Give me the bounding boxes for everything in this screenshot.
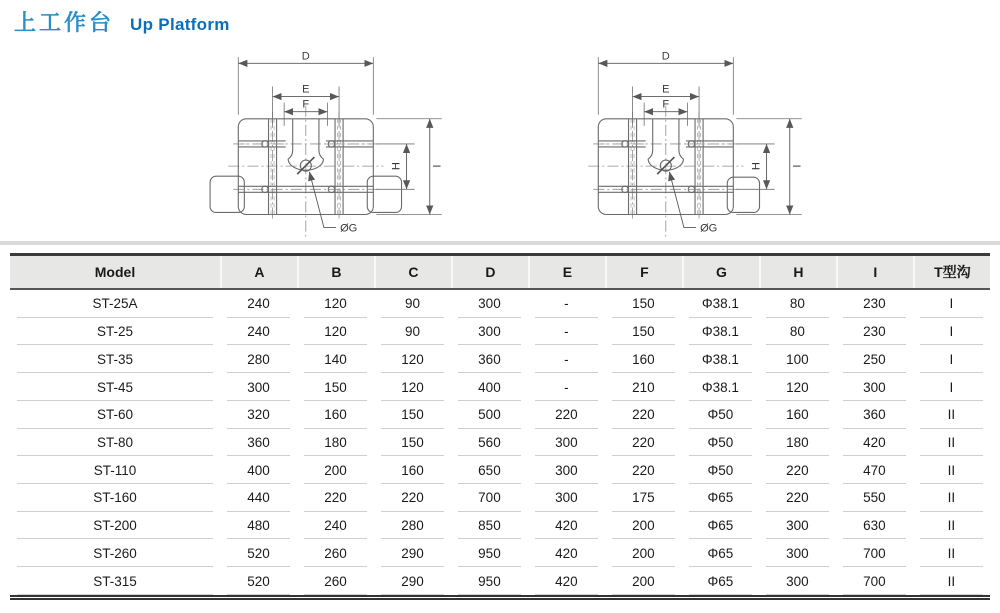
value-cell: I [913,318,990,346]
platform-diagram-left [200,48,462,250]
value-cell: 150 [605,290,682,318]
value-cell: 520 [220,539,297,567]
value-cell: 180 [297,429,374,457]
model-cell: ST-110 [10,456,220,484]
value-cell: II [913,567,990,595]
value-cell: 400 [451,373,528,401]
value-cell: 360 [220,429,297,457]
table-row [10,512,990,540]
value-cell: 240 [297,512,374,540]
value-cell: 80 [759,290,836,318]
column-header-2: B [297,256,374,288]
model-cell: ST-260 [10,539,220,567]
value-cell: 850 [451,512,528,540]
page-title [14,6,230,37]
value-cell: 220 [374,484,451,512]
value-cell: 120 [297,318,374,346]
column-header-5: E [528,256,605,288]
page-title-zh: 上工作台 [14,10,115,35]
value-cell: Φ38.1 [682,345,759,373]
value-cell: I [913,373,990,401]
value-cell: 320 [220,401,297,429]
value-cell: - [528,318,605,346]
column-header-8: H [759,256,836,288]
platform-diagram-right [560,48,822,250]
value-cell: 210 [605,373,682,401]
value-cell: 300 [759,512,836,540]
value-cell: 700 [451,484,528,512]
model-cell: ST-60 [10,401,220,429]
value-cell: 280 [374,512,451,540]
value-cell: 160 [759,401,836,429]
value-cell: - [528,373,605,401]
value-cell: 550 [836,484,913,512]
value-cell: Φ65 [682,567,759,595]
value-cell: 200 [605,512,682,540]
value-cell: 420 [528,567,605,595]
value-cell: 950 [451,567,528,595]
right-side-tab [727,177,759,212]
table-row [10,484,990,512]
value-cell: - [528,290,605,318]
value-cell: 90 [374,290,451,318]
value-cell: 300 [528,484,605,512]
value-cell: 220 [605,401,682,429]
value-cell: 150 [605,318,682,346]
value-cell: II [913,512,990,540]
table-row [10,290,990,318]
value-cell: 220 [759,456,836,484]
value-cell: 200 [605,539,682,567]
value-cell: 480 [220,512,297,540]
value-cell: Φ50 [682,429,759,457]
value-cell: 440 [220,484,297,512]
value-cell: 560 [451,429,528,457]
value-cell: 230 [836,290,913,318]
column-header-6: F [605,256,682,288]
column-header-9: I [836,256,913,288]
value-cell: 360 [836,401,913,429]
value-cell: 500 [451,401,528,429]
value-cell: 220 [605,429,682,457]
table-row [10,429,990,457]
value-cell: I [913,290,990,318]
value-cell: I [913,345,990,373]
value-cell: 250 [836,345,913,373]
value-cell: 140 [297,345,374,373]
model-cell: ST-160 [10,484,220,512]
column-header-7: G [682,256,759,288]
table-row [10,539,990,567]
model-cell: ST-25 [10,318,220,346]
value-cell: Φ65 [682,512,759,540]
value-cell: 300 [836,373,913,401]
value-cell: 260 [297,567,374,595]
column-header-4: D [451,256,528,288]
value-cell: 180 [759,429,836,457]
value-cell: 160 [605,345,682,373]
spec-table [10,253,990,600]
value-cell: Φ50 [682,401,759,429]
value-cell: 90 [374,318,451,346]
value-cell: 150 [374,429,451,457]
value-cell: 150 [297,373,374,401]
value-cell: 360 [451,345,528,373]
model-cell: ST-200 [10,512,220,540]
value-cell: Φ50 [682,456,759,484]
value-cell: 520 [220,567,297,595]
value-cell: 290 [374,539,451,567]
value-cell: 300 [451,318,528,346]
model-cell: ST-45 [10,373,220,401]
column-header-10: T型沟 [913,256,990,288]
value-cell: 230 [836,318,913,346]
table-row [10,318,990,346]
table-row [10,345,990,373]
value-cell: 120 [759,373,836,401]
value-cell: 290 [374,567,451,595]
value-cell: 300 [528,456,605,484]
value-cell: 400 [220,456,297,484]
value-cell: Φ65 [682,484,759,512]
value-cell: 80 [759,318,836,346]
value-cell: 630 [836,512,913,540]
table-row [10,567,990,595]
value-cell: 120 [297,290,374,318]
value-cell: II [913,401,990,429]
value-cell: 100 [759,345,836,373]
spec-table-header [10,256,990,290]
value-cell: II [913,456,990,484]
value-cell: II [913,484,990,512]
model-cell: ST-35 [10,345,220,373]
value-cell: 260 [297,539,374,567]
value-cell: 650 [451,456,528,484]
value-cell: 150 [374,401,451,429]
value-cell: 420 [836,429,913,457]
value-cell: 240 [220,290,297,318]
spec-table-body [10,290,990,595]
value-cell: 200 [297,456,374,484]
model-cell: ST-80 [10,429,220,457]
value-cell: - [528,345,605,373]
value-cell: 950 [451,539,528,567]
value-cell: 300 [528,429,605,457]
value-cell: Φ38.1 [682,373,759,401]
value-cell: 280 [220,345,297,373]
column-header-3: C [374,256,451,288]
model-cell: ST-315 [10,567,220,595]
table-row [10,456,990,484]
value-cell: 300 [220,373,297,401]
value-cell: 300 [759,567,836,595]
value-cell: Φ38.1 [682,290,759,318]
table-row [10,401,990,429]
value-cell: 200 [605,567,682,595]
value-cell: 120 [374,345,451,373]
divider-rule [0,241,1000,245]
value-cell: 120 [374,373,451,401]
value-cell: 240 [220,318,297,346]
value-cell: 220 [605,456,682,484]
column-header-model: Model [94,264,136,280]
value-cell: 220 [759,484,836,512]
value-cell: 420 [528,539,605,567]
value-cell: 420 [528,512,605,540]
value-cell: 160 [374,456,451,484]
page-title-en: Up Platform [130,15,230,34]
value-cell: 700 [836,539,913,567]
value-cell: 220 [297,484,374,512]
left-side-tab [210,176,244,212]
model-cell: ST-25A [10,290,220,318]
right-side-tab [367,176,401,212]
value-cell: 700 [836,567,913,595]
value-cell: 220 [528,401,605,429]
value-cell: 300 [759,539,836,567]
value-cell: 470 [836,456,913,484]
value-cell: 160 [297,401,374,429]
value-cell: Φ65 [682,539,759,567]
value-cell: Φ38.1 [682,318,759,346]
value-cell: II [913,539,990,567]
table-row [10,373,990,401]
column-header-1: A [220,256,297,288]
value-cell: 175 [605,484,682,512]
value-cell: II [913,429,990,457]
value-cell: 300 [451,290,528,318]
